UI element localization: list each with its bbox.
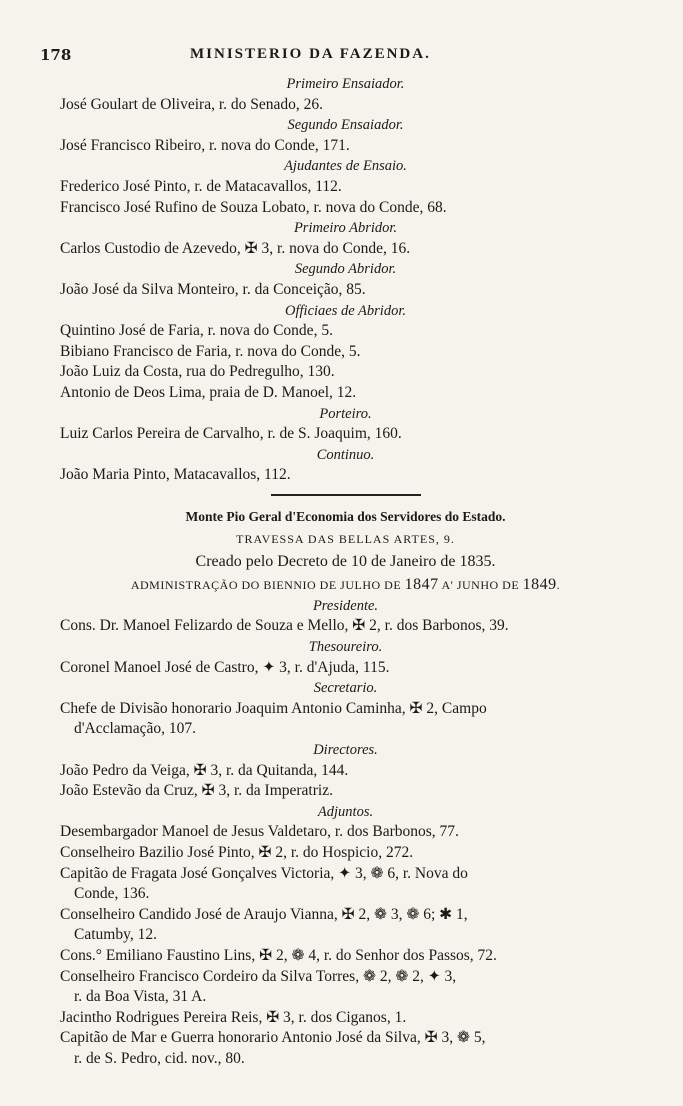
board-list-section	[60, 596, 631, 1070]
board-entry: João Estevão da Cruz, ✠ 3, r. da Imperatriz.	[60, 782, 333, 800]
office-heading: Porteiro.	[319, 405, 372, 422]
board-entry: Coronel Manoel José de Castro, ✦ 3, r. d'Ajuda, 115.	[60, 658, 390, 676]
board-entry: Capitão de Mar e Guerra honorario Antonio José da Silva, ✠ 3, ❁ 5,	[60, 1029, 486, 1047]
staff-entry: Quintino José de Faria, r. nova do Conde, 5.	[60, 322, 333, 340]
staff-entry: Bibiano Francisco de Faria, r. nova do Conde, 5.	[60, 342, 361, 360]
office-heading: Primeiro Abridor.	[293, 220, 398, 237]
office-heading: Continuo.	[316, 446, 375, 463]
board-entry: Jacintho Rodrigues Pereira Reis, ✠ 3, r. dos Ciganos, 1.	[60, 1008, 407, 1026]
staff-list-section	[60, 74, 631, 486]
staff-entry: José Francisco Ribeiro, r. nova do Conde, 171.	[60, 136, 350, 154]
institution-address: TRAVESSA DAS BELLAS ARTES, 9.	[236, 531, 455, 546]
section-divider	[271, 494, 421, 496]
board-entry: Desembargador Manoel de Jesus Valdetaro, r. dos Barbonos, 77.	[60, 823, 459, 841]
office-heading: Primeiro Ensaiador.	[286, 76, 405, 92]
staff-entry: Francisco José Rufino de Souza Lobato, r. nova do Conde, 68.	[60, 198, 447, 216]
office-heading: Ajudantes de Ensaio.	[284, 158, 407, 175]
admin-year-end: 1849	[522, 575, 557, 593]
page-number: 178	[40, 46, 72, 64]
admin-year-start: 1847	[404, 575, 439, 593]
office-heading: Adjuntos.	[317, 803, 374, 820]
board-entry: Conselheiro Bazilio José Pinto, ✠ 2, r. do Hospicio, 272.	[60, 844, 414, 861]
entry-continuation: Catumby, 12.	[74, 926, 157, 944]
admin-mid: A' JUNHO DE	[438, 577, 523, 592]
board-entry: Conselheiro Candido José de Araujo Vianna, ✠ 2, ❁ 3, ❁ 6; ✱ 1,	[60, 905, 468, 923]
office-heading: Segundo Abridor.	[294, 261, 397, 278]
institution-administration	[60, 574, 631, 596]
staff-entry: Carlos Custodio de Azevedo, ✠ 3, r. nova do Conde, 16.	[60, 239, 411, 257]
office-heading: Presidente.	[312, 597, 379, 614]
institution-title: Monte Pio Geral d'Economia dos Servidores do Estado.	[185, 508, 506, 524]
staff-entry: Antonio de Deos Lima, praia de D. Manoel, 12.	[60, 383, 357, 401]
office-heading: Thesoureiro.	[308, 639, 383, 656]
entry-continuation: r. da Boa Vista, 31 A.	[74, 988, 207, 1006]
office-heading: Directores.	[313, 742, 378, 759]
entry-continuation: Conde, 136.	[74, 885, 150, 903]
entry-continuation: d'Acclamação, 107.	[74, 720, 197, 738]
staff-entry: João Maria Pinto, Matacavallos, 112.	[60, 466, 291, 484]
office-heading: Segundo Ensaiador.	[287, 117, 404, 134]
board-entry: Cons.° Emiliano Faustino Lins, ✠ 2, ❁ 4, r. do Senhor dos Passos, 72.	[60, 946, 497, 964]
staff-entry: José Goulart de Oliveira, r. do Senado, 26.	[60, 95, 324, 113]
running-head	[40, 46, 631, 74]
office-heading: Secretario.	[313, 680, 378, 697]
institution-decree: Creado pelo Decreto de 10 de Janeiro de 1835.	[195, 552, 496, 570]
admin-prefix: ADMINISTRAÇÃO DO BIENNIO DE JULHO DE	[130, 577, 405, 592]
board-entry: João Pedro da Veiga, ✠ 3, r. da Quitanda, 144.	[60, 761, 349, 779]
board-entry: Capitão de Fragata José Gonçalves Victoria, ✦ 3, ❁ 6, r. Nova do	[60, 864, 468, 882]
entry-continuation: r. de S. Pedro, cid. nov., 80.	[74, 1049, 245, 1067]
staff-entry: João Luiz da Costa, rua do Pedregulho, 130.	[60, 363, 335, 381]
running-title: MINISTERIO DA FAZENDA.	[190, 46, 431, 62]
staff-entry: João José da Silva Monteiro, r. da Conceição, 85.	[60, 280, 366, 298]
institution-header	[60, 506, 631, 596]
office-heading: Officiaes de Abridor.	[285, 302, 406, 319]
staff-entry: Frederico José Pinto, r. de Matacavallos, 112.	[60, 177, 342, 195]
staff-entry: Luiz Carlos Pereira de Carvalho, r. de S. Joaquim, 160.	[60, 425, 402, 443]
board-entry: Conselheiro Francisco Cordeiro da Silva Torres, ❁ 2, ❁ 2, ✦ 3,	[60, 967, 457, 985]
admin-suffix: .	[556, 577, 561, 592]
board-entry: Chefe de Divisão honorario Joaquim Antonio Caminha, ✠ 2, Campo	[60, 699, 487, 717]
board-entry: Cons. Dr. Manoel Felizardo de Souza e Mello, ✠ 2, r. dos Barbonos, 39.	[60, 617, 509, 635]
